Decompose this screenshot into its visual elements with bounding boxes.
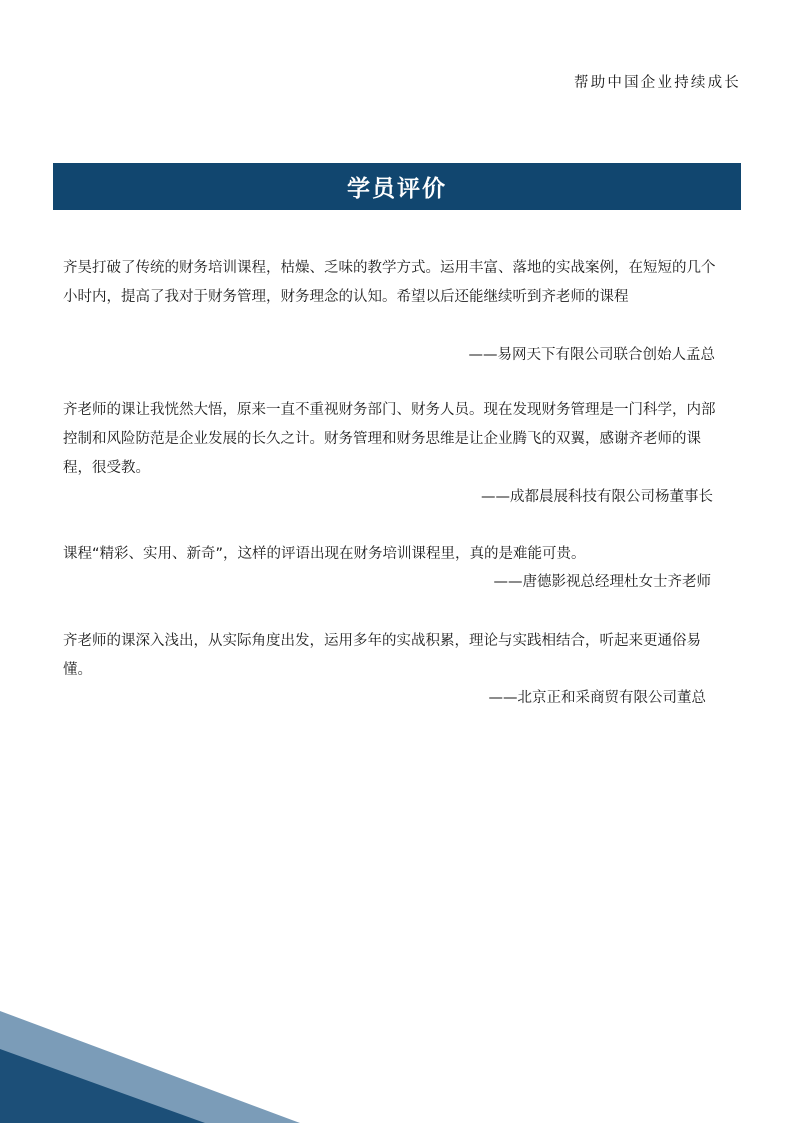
testimonial-3 <box>63 540 723 590</box>
testimonial-quote: 齐昊打破了传统的财务培训课程，枯燥、乏味的教学方式。运用丰富、落地的实战案例，在短短的几个小时内，提高了我对于财务管理，财务理念的认知。希望以后还能继续听到齐老师的课程 <box>63 260 716 305</box>
testimonial-2 <box>63 396 723 505</box>
testimonial-source: ——成都晨展科技有限公司杨董事长 <box>481 489 713 505</box>
testimonial-quote: 齐老师的课深入浅出，从实际角度出发，运用多年的实战积累，理论与实践相结合，听起来更通俗易懂。 <box>63 633 701 678</box>
header-tagline: 帮助中国企业持续成长 <box>574 75 741 91</box>
testimonial-1 <box>63 254 723 363</box>
section-title-bar <box>53 163 741 210</box>
testimonial-quote: 课程“精彩、实用、新奇”，这样的评语出现在财务培训课程里，真的是难能可贵。 <box>63 546 586 562</box>
testimonial-source: ——北京正和采商贸有限公司董总 <box>488 690 706 706</box>
section-title: 学员评价 <box>347 176 447 202</box>
testimonial-quote: 齐老师的课让我恍然大悟，原来一直不重视财务部门、财务人员。现在发现财务管理是一门科学，内部控制和风险防范是企业发展的长久之计。财务管理和财务思维是让企业腾飞的双翼，感谢齐老师的课程，很受教。 <box>63 402 716 476</box>
testimonial-source: ——易网天下有限公司联合创始人孟总 <box>468 347 715 363</box>
testimonial-source: ——唐德影视总经理杜女士齐老师 <box>493 574 711 590</box>
corner-decoration <box>0 1011 300 1123</box>
testimonial-4 <box>63 627 723 706</box>
